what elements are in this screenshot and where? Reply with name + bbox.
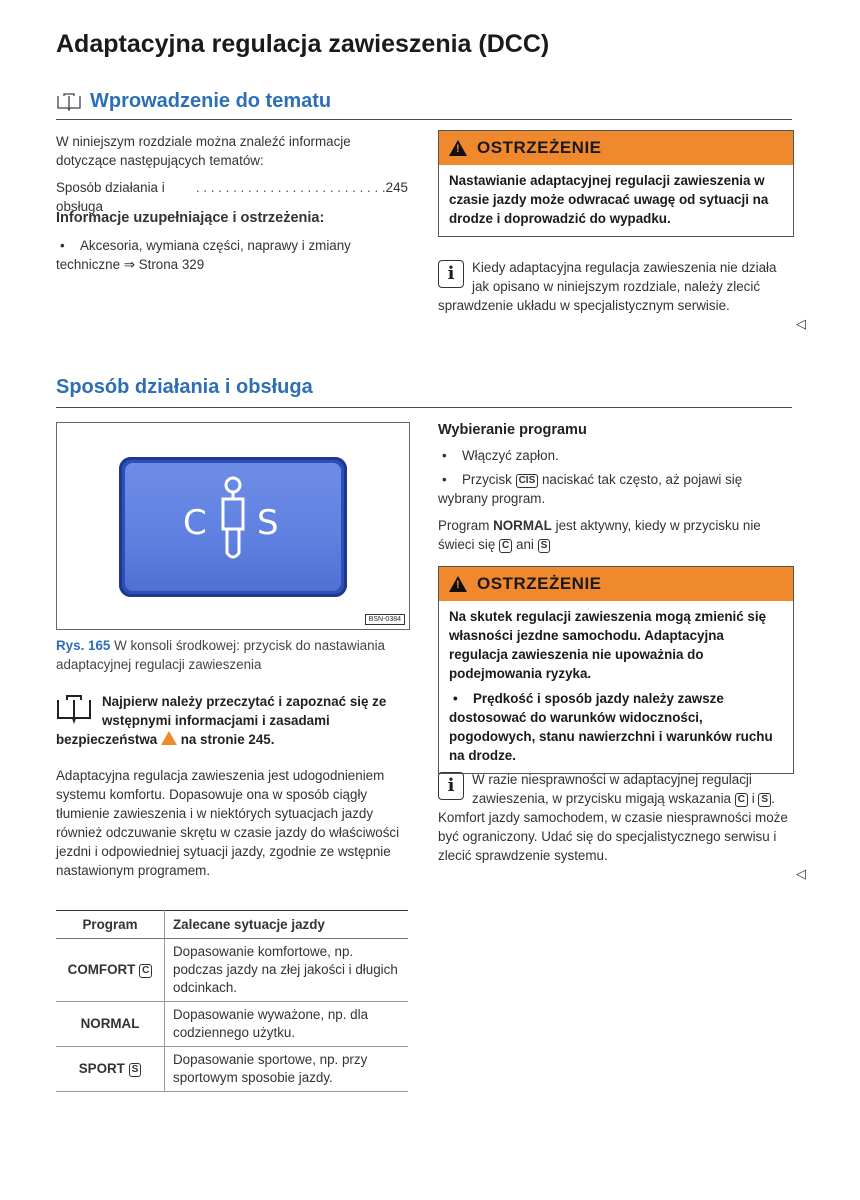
figure-caption-text: W konsoli środkowej: przycisk do nastawiania adaptacyjnej regulacji zawieszenia	[56, 638, 385, 672]
warning-box-1	[438, 130, 794, 237]
intro-subheading: Informacje uzupełniające i ostrzeżenia:	[56, 210, 325, 226]
program-name: NORMAL	[80, 1016, 140, 1031]
warning-2-main: Na skutek regulacji zawieszenia mogą zmienić się własności jezdne samochodu. Adaptacyjna regulacja zawieszenia nie upoważnia do podejmowania ryzyka.	[449, 609, 767, 681]
warning-2-bullet	[449, 689, 783, 765]
warning-box-2	[438, 566, 794, 774]
normal-text-bold: NORMAL	[493, 518, 552, 533]
intro-rule	[56, 119, 792, 120]
select-heading: Wybieranie programu	[438, 422, 587, 438]
key-s-icon: S	[129, 1063, 142, 1077]
note-2-i: i	[751, 791, 755, 806]
warning-header-1	[439, 131, 793, 165]
table-header-row	[56, 911, 408, 939]
dcc-letter-s: S	[257, 503, 279, 543]
note-2-text-b: . Komfort jazdy samochodem, w czasie niesprawności może być ograniczony. Udać się do specjalistycznego serwisu i zlecić sprawdzenie systemu.	[438, 791, 788, 863]
warning-icon	[449, 140, 467, 156]
section2-header	[56, 376, 792, 408]
note-2-text-a: W razie niesprawności w adaptacyjnej regulacji zawieszenia, w przycisku migają wskazania	[472, 772, 752, 806]
read-first	[56, 692, 408, 749]
key-c-icon: C	[139, 964, 152, 978]
key-c-icon: C	[499, 539, 512, 553]
table-cell-desc: Dopasowanie sportowe, np. przy sportowym sposobie jazdy.	[165, 1047, 409, 1092]
normal-program-text	[438, 516, 792, 554]
table-cell-program	[56, 1002, 165, 1047]
read-first-text: Najpierw należy przeczytać i zapoznać się ze wstępnymi informacjami i zasadami bezpieczeństwa	[56, 694, 387, 747]
figure-frame	[56, 422, 410, 630]
figure-caption-label: Rys. 165	[56, 638, 111, 653]
program-name: SPORT	[78, 1061, 125, 1076]
suspension-icon	[119, 457, 347, 597]
intro-bullet	[56, 236, 408, 274]
normal-text-mid: jest aktywny, kiedy w przycisku nie świeci się	[438, 518, 761, 552]
table-cell-desc: Dopasowanie wyważone, np. dla codziennego użytku.	[165, 1002, 409, 1047]
book-icon	[56, 93, 82, 111]
key-c-icon: C	[735, 793, 748, 807]
warning-text-1: Nastawianie adaptacyjnej regulacji zawieszenia w czasie jazdy może odwracać uwagę od sytuacji na drodze i doprowadzić do wypadku.	[449, 173, 769, 226]
note-1	[438, 258, 792, 315]
select-bullet-2-pre: • Przycisk	[438, 472, 512, 487]
warning-header-2	[439, 567, 793, 601]
program-name: COMFORT	[67, 962, 136, 977]
toc-page: 245	[385, 180, 408, 195]
table-row	[56, 939, 408, 1002]
warning-label-2: OSTRZEŻENIE	[477, 574, 602, 593]
table-header-program: Program	[56, 911, 165, 939]
intro-bullet-text: • Akcesoria, wymiana części, naprawy i zmiany techniczne ⇒ Strona 329	[56, 238, 351, 272]
note-2	[438, 770, 792, 865]
table-header-situations: Zalecane sytuacje jazdy	[165, 911, 409, 939]
normal-text-pre: Program	[438, 518, 490, 533]
select-bullet-2-post: naciskać tak często, aż pojawi się wybrany program.	[438, 472, 743, 506]
table-row	[56, 1047, 408, 1092]
warning-icon	[449, 576, 467, 592]
table-cell-program	[56, 939, 165, 1002]
table-cell-program	[56, 1047, 165, 1092]
page-title: Adaptacyjna regulacja zawieszenia (DCC)	[56, 30, 550, 58]
end-mark-2: ◁	[796, 866, 806, 881]
dcc-letter-c: C	[183, 503, 207, 543]
program-table	[56, 910, 408, 1092]
toc-dots: . . . . . . . . . . . . . . . . . . . . . . . . . .	[192, 180, 386, 195]
warning-icon-inline	[161, 731, 177, 745]
table-cell-desc: Dopasowanie komfortowe, np. podczas jazdy na złej jakości i długich odcinkach.	[165, 939, 409, 1002]
intro-heading: Wprowadzenie do tematu	[90, 90, 332, 112]
warning-label-1: OSTRZEŻENIE	[477, 138, 602, 157]
intro-text: W niniejszym rozdziale można znaleźć informacje dotyczące następujących tematów:	[56, 134, 351, 168]
table-row	[56, 1002, 408, 1047]
figure-code: BSN-0384	[365, 614, 405, 625]
section2-rule	[56, 407, 792, 408]
description-text: Adaptacyjna regulacja zawieszenia jest udogodnieniem systemu komfortu. Dopasowuje ona w sposób ciągły tłumienie zawieszenia i w niektórych sytuacjach jazdy również odczuwanie skrętu w czasie jazdy do właściwości jezdni i odpowiedniej sytuacji jazdy, zgodnie ze wstępnie nastawionym programem.	[56, 768, 400, 878]
info-icon: i	[438, 772, 464, 800]
figure-caption	[56, 636, 408, 674]
section2-heading: Sposób działania i obsługa	[56, 376, 313, 398]
key-s-icon: S	[758, 793, 771, 807]
dcc-button	[119, 457, 347, 597]
info-icon: i	[438, 260, 464, 288]
book-icon-large	[56, 694, 92, 722]
select-bullet-1	[438, 446, 792, 465]
warning-text-2	[439, 601, 793, 773]
end-mark-1: ◁	[796, 316, 806, 331]
normal-text-and: ani	[516, 537, 534, 552]
select-bullet-1-text: • Włączyć zapłon.	[438, 448, 559, 463]
toc-entry-label: Sposób działania i obsługa	[56, 180, 165, 214]
dcc-key-icon: CIS	[516, 474, 539, 488]
select-bullet-2	[438, 470, 792, 508]
read-first-page: na stronie 245.	[180, 732, 275, 747]
key-s-icon: S	[538, 539, 551, 553]
intro-header	[56, 90, 792, 120]
warning-2-bullet-text: • Prędkość i sposób jazdy należy zawsze dostosować do warunków widoczności, pogodowych, stanu nawierzchni i warunków ruchu na drodze.	[449, 691, 773, 763]
note-1-text: Kiedy adaptacyjna regulacja zawieszenia nie działa jak opisano w niniejszym rozdziale, należy zlecić sprawdzenie układu w specjalistycznym serwisie.	[438, 260, 777, 313]
